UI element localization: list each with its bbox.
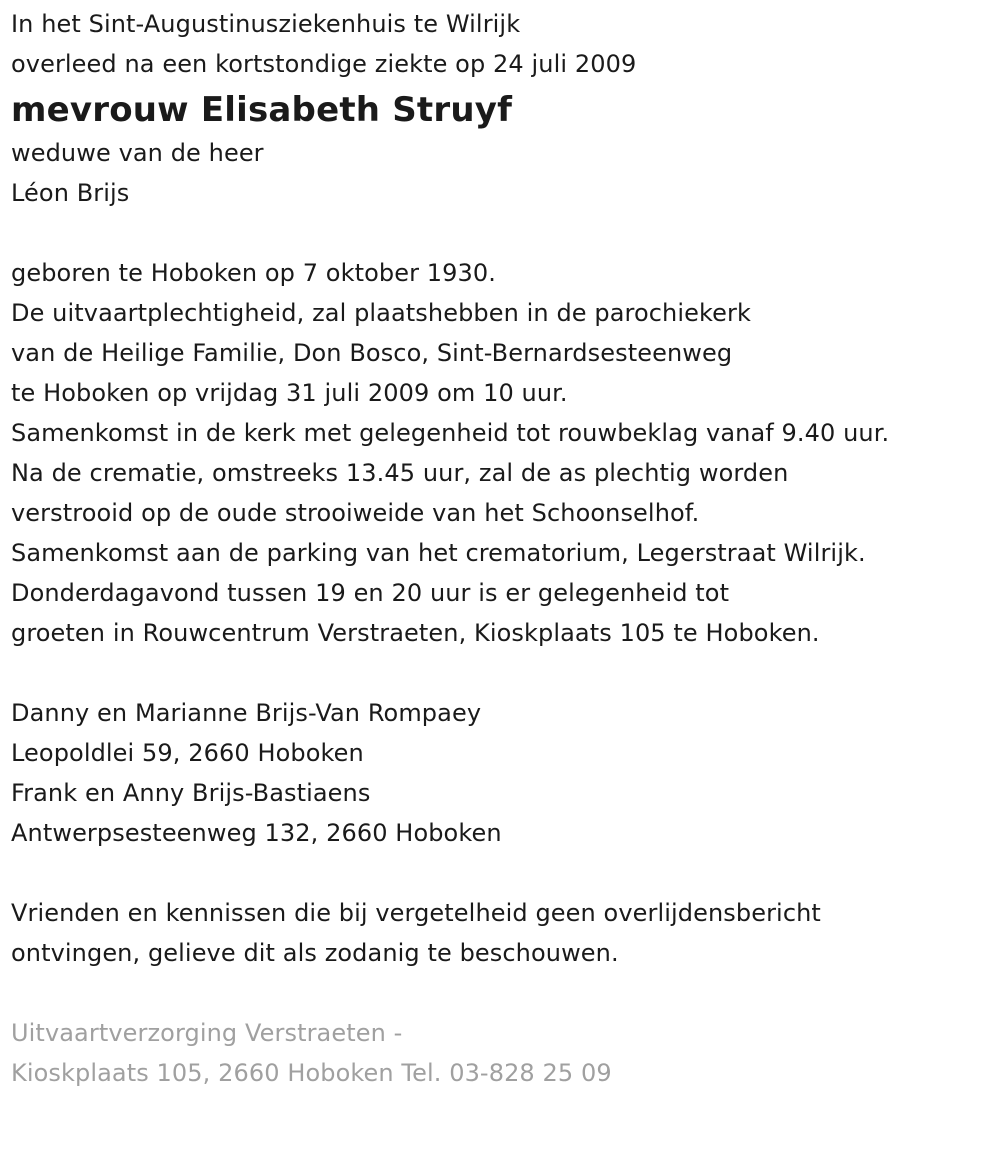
- details-line: Na de crematie, omstreeks 13.45 uur, zal de as plechtig worden: [11, 459, 789, 487]
- details-line: van de Heilige Familie, Don Bosco, Sint-Bernardsesteenweg: [11, 339, 733, 367]
- details-line: groeten in Rouwcentrum Verstraeten, Kioskplaats 105 te Hoboken.: [11, 619, 820, 647]
- death-notice: [11, 4, 996, 1093]
- spacer: [11, 653, 996, 693]
- funeral-home-footer: [11, 1013, 996, 1093]
- details-line: verstrooid op de oude strooiweide van het Schoonselhof.: [11, 499, 700, 527]
- details-line: te Hoboken op vrijdag 31 juli 2009 om 10 uur.: [11, 379, 568, 407]
- closing-block: [11, 893, 996, 973]
- spacer: [11, 213, 996, 253]
- relation-block: [11, 133, 996, 213]
- intro-line: In het Sint-Augustinusziekenhuis te Wilrijk: [11, 10, 521, 38]
- details-line: Donderdagavond tussen 19 en 20 uur is er gelegenheid tot: [11, 579, 730, 607]
- footer-line: Uitvaartverzorging Verstraeten -: [11, 1019, 403, 1047]
- spacer: [11, 853, 996, 893]
- family-address: Leopoldlei 59, 2660 Hoboken: [11, 739, 364, 767]
- intro-block: [11, 4, 996, 84]
- footer-line: Kioskplaats 105, 2660 Hoboken Tel. 03-828 25 09: [11, 1059, 612, 1087]
- family-block: [11, 693, 996, 853]
- closing-line: ontvingen, gelieve dit als zodanig te beschouwen.: [11, 939, 619, 967]
- family-address: Antwerpsesteenweg 132, 2660 Hoboken: [11, 819, 502, 847]
- deceased-name: mevrouw Elisabeth Struyf: [11, 90, 513, 130]
- details-line: Samenkomst in de kerk met gelegenheid tot rouwbeklag vanaf 9.40 uur.: [11, 419, 890, 447]
- spouse-name: Léon Brijs: [11, 179, 130, 207]
- details-block: [11, 253, 996, 653]
- family-name: Frank en Anny Brijs-Bastiaens: [11, 779, 371, 807]
- family-name: Danny en Marianne Brijs-Van Rompaey: [11, 699, 482, 727]
- intro-line: overleed na een kortstondige ziekte op 24 juli 2009: [11, 50, 637, 78]
- spacer: [11, 973, 996, 1013]
- closing-line: Vrienden en kennissen die bij vergetelheid geen overlijdensbericht: [11, 899, 821, 927]
- details-line: Samenkomst aan de parking van het crematorium, Legerstraat Wilrijk.: [11, 539, 866, 567]
- details-line: De uitvaartplechtigheid, zal plaatshebben in de parochiekerk: [11, 299, 751, 327]
- details-line: geboren te Hoboken op 7 oktober 1930.: [11, 259, 496, 287]
- relation-line: weduwe van de heer: [11, 139, 264, 167]
